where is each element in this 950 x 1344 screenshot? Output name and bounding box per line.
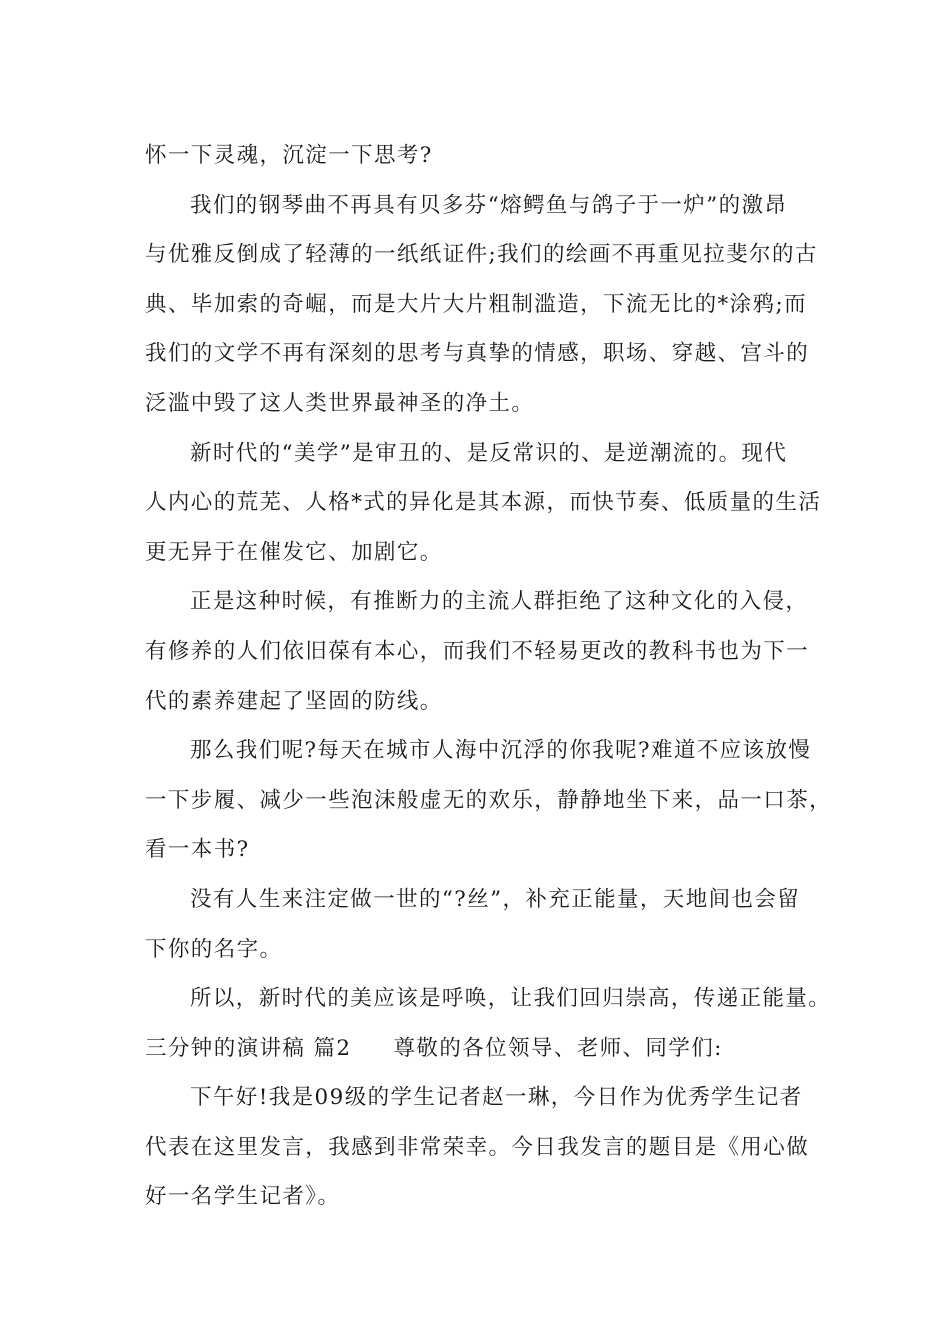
document-body bbox=[145, 131, 833, 1222]
text-line: 典、毕加索的奇崛，而是大片大片粗制滥造，下流无比的*涂鸦;而 bbox=[145, 291, 807, 317]
speech-greeting: 尊敬的各位领导、老师、同学们: bbox=[393, 1035, 723, 1061]
paragraph-start-line: 所以，新时代的美应该是呼唤，让我们回归崇高，传递正能量。 bbox=[190, 986, 832, 1012]
text-line: 与优雅反倒成了轻薄的一纸纸证件;我们的绘画不再重见拉斐尔的古 bbox=[145, 242, 818, 268]
paragraph-start-line: 正是这种时候，有推断力的主流人群拒绝了这种文化的入侵， bbox=[190, 589, 809, 615]
text-line: 泛滥中毁了这人类世界最神圣的净土。 bbox=[145, 390, 535, 416]
paragraph-start-line: 新时代的“美学”是审丑的、是反常识的、是逆潮流的。现代 bbox=[190, 440, 788, 466]
paragraph-start-line: 没有人生来注定做一世的“?丝”，补充正能量，天地间也会留 bbox=[190, 886, 801, 912]
text-line: 更无异于在催发它、加剧它。 bbox=[145, 539, 443, 565]
paragraph-start-line: 那么我们呢?每天在城市人海中沉浮的你我呢?难道不应该放慢 bbox=[190, 738, 812, 764]
text-line: 代表在这里发言，我感到非常荣幸。今日我发言的题目是《用心做 bbox=[145, 1134, 810, 1160]
text-line: 我们的文学不再有深刻的思考与真挚的情感，职场、穿越、宫斗的 bbox=[145, 341, 810, 367]
text-line: 怀一下灵魂，沉淀一下思考? bbox=[145, 143, 433, 168]
section-title: 三分钟的演讲稿 篇2 bbox=[145, 1035, 352, 1061]
text-line: 代的素养建起了坚固的防线。 bbox=[145, 688, 443, 714]
text-line: 一下步履、减少一些泡沫般虚无的欢乐，静静地坐下来，品一口茶， bbox=[145, 787, 833, 813]
text-line: 下你的名字。 bbox=[145, 936, 283, 962]
text-line: 人内心的荒芜、人格*式的异化是其本源，而快节奏、低质量的生活 bbox=[145, 490, 822, 516]
section-heading-line bbox=[145, 1024, 825, 1074]
text-line: 看一本书? bbox=[145, 837, 250, 863]
text-line: 好一名学生记者》。 bbox=[145, 1184, 341, 1210]
paragraph-start-line: 下午好!我是09级的学生记者赵一琳，今日作为优秀学生记者 bbox=[190, 1085, 803, 1111]
text-line: 有修养的人们依旧葆有本心，而我们不轻易更改的教科书也为下一 bbox=[145, 638, 810, 664]
paragraph-start-line: 我们的钢琴曲不再具有贝多芬“熔鳄鱼与鸽子于一炉”的激昂 bbox=[190, 192, 788, 218]
